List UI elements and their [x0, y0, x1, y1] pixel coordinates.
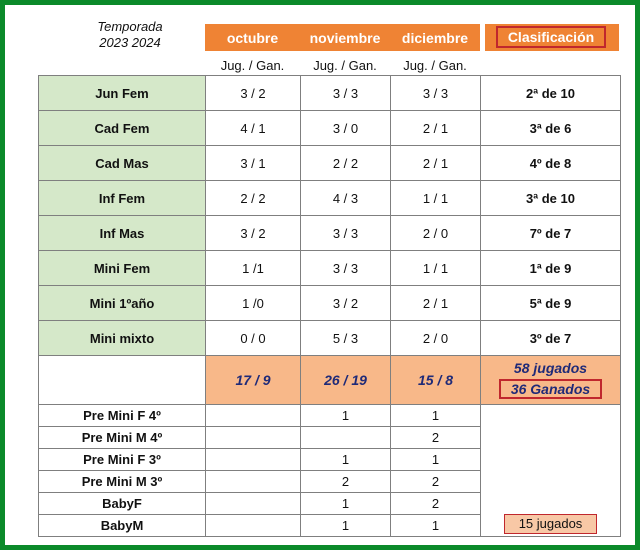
rank-cell: 7º de 7 [481, 216, 621, 251]
category-cell: Mini mixto [39, 321, 206, 356]
season-summary [481, 356, 621, 405]
rank-cell: 2ª de 10 [481, 76, 621, 111]
category-cell: Pre Mini M 4º [39, 427, 206, 449]
table-row [39, 286, 621, 321]
rank-cell: 3ª de 6 [481, 111, 621, 146]
november-cell: 1 [301, 405, 391, 427]
october-cell: 2 / 2 [206, 181, 301, 216]
october-cell [206, 471, 301, 493]
sub-label-december: Jug. / Gan. [403, 57, 467, 73]
header-october: octubre [205, 24, 300, 51]
november-cell: 3 / 0 [301, 111, 391, 146]
october-cell: 0 / 0 [206, 321, 301, 356]
october-cell: 1 /0 [206, 286, 301, 321]
october-cell: 1 /1 [206, 251, 301, 286]
category-cell: Mini Fem [39, 251, 206, 286]
october-cell: 4 / 1 [206, 111, 301, 146]
table-row [39, 321, 621, 356]
header-december: diciembre [390, 24, 480, 51]
total-played: 58 jugados [513, 360, 588, 376]
november-cell: 1 [301, 493, 391, 515]
november-cell: 2 [301, 471, 391, 493]
december-cell: 2 / 1 [391, 111, 481, 146]
total-december: 15 / 8 [391, 356, 481, 405]
category-cell: Inf Fem [39, 181, 206, 216]
rank-cell: 3º de 7 [481, 321, 621, 356]
category-cell: Pre Mini M 3º [39, 471, 206, 493]
category-cell: BabyF [39, 493, 206, 515]
december-cell: 1 [391, 515, 481, 537]
december-cell: 2 [391, 493, 481, 515]
november-cell: 5 / 3 [301, 321, 391, 356]
november-cell: 1 [301, 449, 391, 471]
december-cell: 1 [391, 449, 481, 471]
table-row [39, 216, 621, 251]
december-cell: 1 [391, 405, 481, 427]
table-row [39, 251, 621, 286]
results-table [38, 75, 620, 537]
category-cell: Inf Mas [39, 216, 206, 251]
november-cell: 3 / 3 [301, 251, 391, 286]
total-october: 17 / 9 [206, 356, 301, 405]
rank-cell: 5ª de 9 [481, 286, 621, 321]
category-cell: Pre Mini F 4º [39, 405, 206, 427]
december-cell: 2 [391, 471, 481, 493]
october-cell [206, 449, 301, 471]
october-cell: 3 / 1 [206, 146, 301, 181]
header-november: noviembre [300, 24, 390, 51]
november-cell: 3 / 3 [301, 76, 391, 111]
november-cell: 3 / 3 [301, 216, 391, 251]
rank-cell: 4º de 8 [481, 146, 621, 181]
total-won: 36 Ganados [499, 379, 602, 399]
category-cell: Cad Fem [39, 111, 206, 146]
december-cell: 2 [391, 427, 481, 449]
totals-empty-cell [39, 356, 206, 405]
october-cell [206, 515, 301, 537]
table-row [39, 111, 621, 146]
december-cell: 2 / 1 [391, 286, 481, 321]
december-cell: 2 / 1 [391, 146, 481, 181]
december-cell: 2 / 0 [391, 321, 481, 356]
main-rows [39, 76, 621, 537]
sub-label-october: Jug. / Gan. [220, 57, 285, 73]
header-clasificacion: Clasificación [496, 26, 606, 48]
table-row [39, 146, 621, 181]
category-cell: Jun Fem [39, 76, 206, 111]
rank-cell: 3ª de 10 [481, 181, 621, 216]
category-cell: BabyM [39, 515, 206, 537]
november-cell: 2 / 2 [301, 146, 391, 181]
totals-row [39, 356, 621, 405]
season-line1: Temporada [97, 19, 163, 34]
december-cell: 3 / 3 [391, 76, 481, 111]
december-cell: 1 / 1 [391, 251, 481, 286]
november-cell: 3 / 2 [301, 286, 391, 321]
november-cell: 1 [301, 515, 391, 537]
category-cell: Cad Mas [39, 146, 206, 181]
pre-summary [481, 405, 621, 537]
november-cell: 4 / 3 [301, 181, 391, 216]
october-cell [206, 405, 301, 427]
table-row [39, 76, 621, 111]
season-label [65, 19, 195, 51]
category-cell: Mini 1ºaño [39, 286, 206, 321]
season-line2: 2023 2024 [99, 35, 161, 50]
category-cell: Pre Mini F 3º [39, 449, 206, 471]
october-cell: 3 / 2 [206, 216, 301, 251]
table-row [39, 405, 621, 427]
december-cell: 2 / 0 [391, 216, 481, 251]
table-row [39, 181, 621, 216]
december-cell: 1 / 1 [391, 181, 481, 216]
october-cell [206, 427, 301, 449]
october-cell: 3 / 2 [206, 76, 301, 111]
november-cell [301, 427, 391, 449]
pre-total-played: 15 jugados [504, 514, 598, 534]
october-cell [206, 493, 301, 515]
sub-label-november: Jug. / Gan. [313, 57, 377, 73]
total-november: 26 / 19 [301, 356, 391, 405]
rank-cell: 1ª de 9 [481, 251, 621, 286]
